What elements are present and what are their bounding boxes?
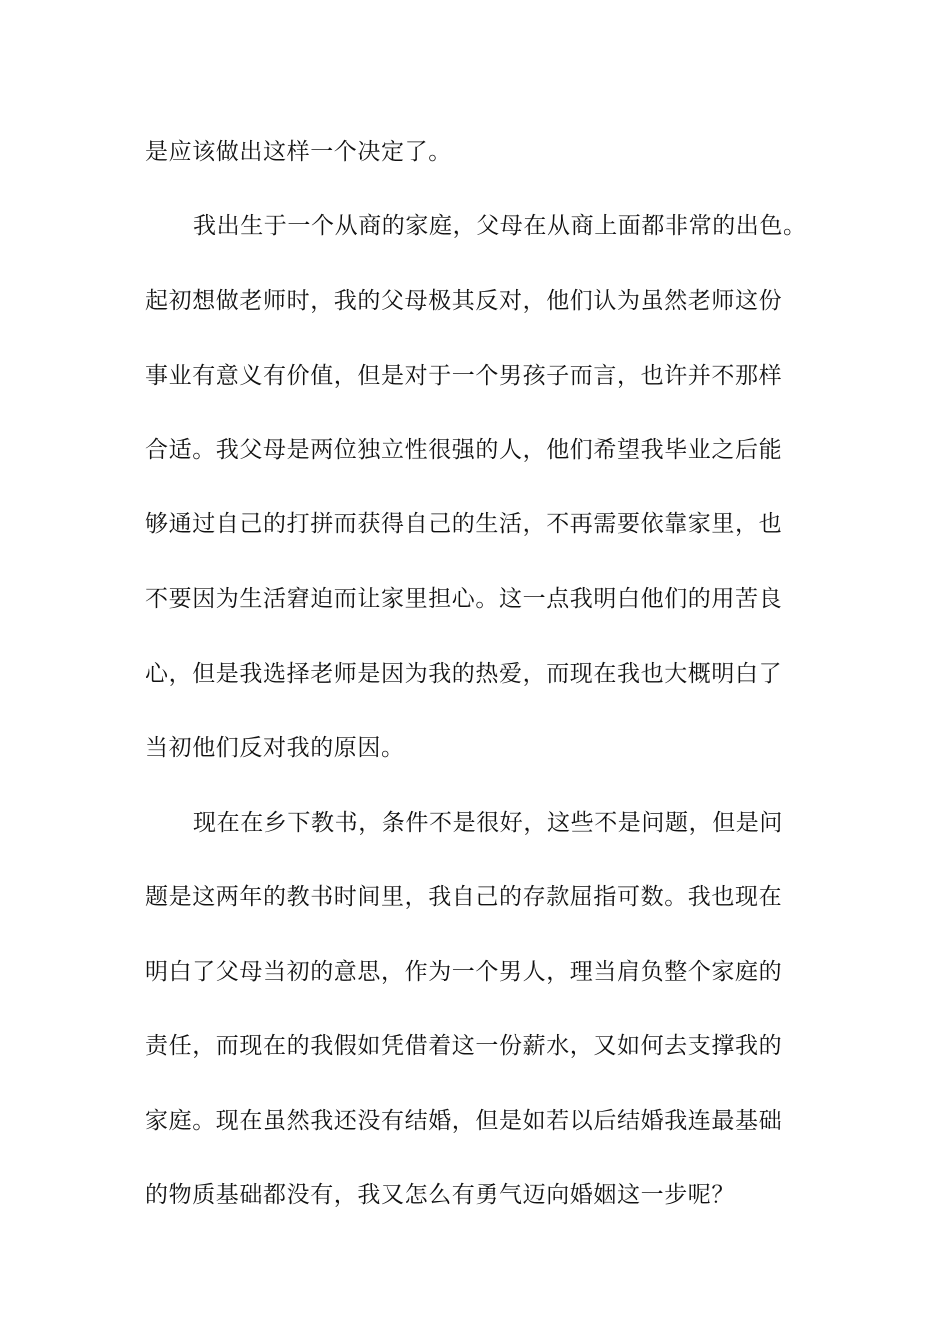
- text-line: 明白了父母当初的意思，作为一个男人，理当肩负整个家庭的: [145, 959, 783, 985]
- text-line: 心，但是我选择老师是因为我的热爱，而现在我也大概明白了: [145, 661, 783, 687]
- text-line: 不要因为生活窘迫而让家里担心。这一点我明白他们的用苦良: [145, 586, 783, 612]
- text-line: 合适。我父母是两位独立性很强的人，他们希望我毕业之后能: [145, 437, 783, 463]
- text-line: 我出生于一个从商的家庭，父母在从商上面都非常的出色。: [193, 213, 807, 239]
- text-line: 够通过自己的打拼而获得自己的生活，不再需要依靠家里，也: [145, 511, 783, 537]
- text-line: 题是这两年的教书时间里，我自己的存款屈指可数。我也现在: [145, 884, 783, 910]
- text-line: 当初他们反对我的原因。: [145, 735, 405, 761]
- text-line: 责任，而现在的我假如凭借着这一份薪水，又如何去支撑我的: [145, 1033, 783, 1059]
- text-line: 家庭。现在虽然我还没有结婚，但是如若以后结婚我连最基础: [145, 1108, 783, 1134]
- text-line: 的物质基础都没有，我又怎么有勇气迈向婚姻这一步呢？: [145, 1182, 735, 1208]
- text-line: 是应该做出这样一个决定了。: [145, 139, 452, 165]
- text-line: 事业有意义有价值，但是对于一个男孩子而言，也许并不那样: [145, 363, 783, 389]
- text-line: 起初想做老师时，我的父母极其反对，他们认为虽然老师这份: [145, 288, 783, 314]
- text-line: 现在在乡下教书，条件不是很好，这些不是问题，但是问: [193, 810, 783, 836]
